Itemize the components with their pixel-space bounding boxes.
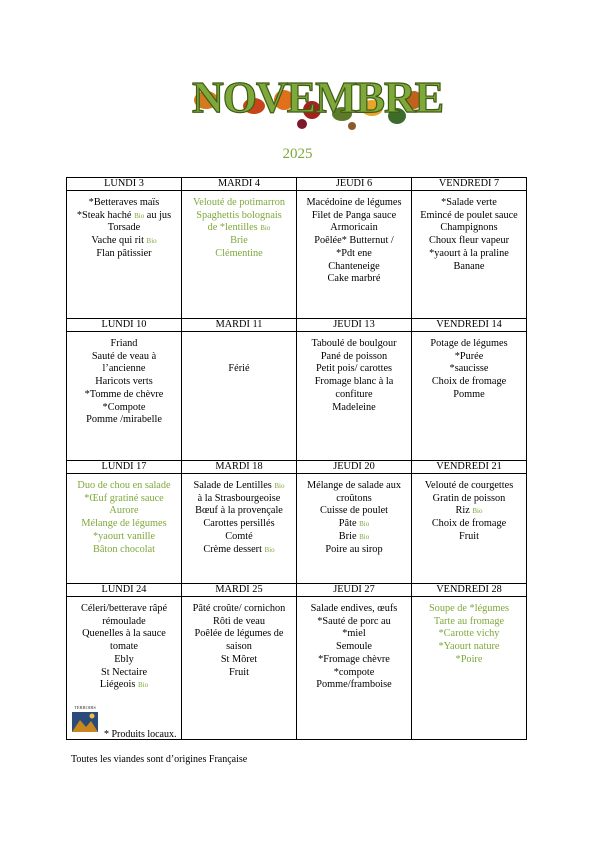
- menu-item-text: *Œuf gratiné sauce: [84, 492, 164, 504]
- day-header: LUNDI 10: [67, 319, 182, 332]
- menu-item: [184, 210, 294, 223]
- menu-item: [184, 544, 294, 557]
- menu-item: [299, 235, 409, 248]
- menu-item-text: Pomme/framboise: [316, 679, 392, 691]
- day-header: MARDI 4: [182, 178, 297, 191]
- local-products-note: * Produits locaux.: [104, 729, 177, 740]
- menu-item-text: Sauté de veau à: [91, 350, 157, 362]
- menu-cell: [297, 597, 412, 740]
- day-header-row: [67, 178, 527, 191]
- menu-item: [69, 363, 179, 376]
- menu-item-text: St Môret: [220, 653, 258, 665]
- menu-item-text: *Betteraves maïs: [88, 197, 160, 208]
- menu-item: [414, 654, 524, 667]
- menu-cell: [412, 597, 527, 740]
- svg-text:TERROIRS: TERROIRS: [74, 705, 96, 710]
- menu-item-text: Semoule: [335, 641, 373, 653]
- day-header-row: [67, 584, 527, 597]
- bio-label: Bio: [134, 211, 145, 220]
- menu-item: [69, 376, 179, 389]
- menu-item-text: l’ancienne: [102, 363, 146, 375]
- menu-item: [184, 338, 294, 351]
- menu-item-text: *Tomme de chèvre: [84, 388, 164, 400]
- menu-item: [69, 616, 179, 629]
- bio-label: Bio: [274, 482, 285, 490]
- menu-item: [414, 493, 524, 506]
- menu-item: [299, 531, 409, 544]
- bio-label: Bio: [359, 532, 370, 541]
- menu-item-text: Armoricain: [330, 222, 378, 234]
- menu-cell: [67, 332, 182, 461]
- menu-item-text: Cake marbré: [327, 273, 381, 285]
- menu-item: [414, 210, 524, 223]
- menu-cell: [182, 191, 297, 319]
- menu-item-text: Pâté croûte/ cornichon: [192, 603, 286, 614]
- menu-item-text: Liégeois: [99, 679, 136, 691]
- menu-item: [414, 480, 524, 493]
- menu-item-text: Choux fleur vapeur: [428, 235, 510, 247]
- menu-cell: [182, 474, 297, 584]
- menu-item-text: Quenelles à la sauce: [82, 628, 166, 640]
- menu-item: [69, 641, 179, 654]
- menu-item-text: *Compote: [102, 401, 146, 413]
- menu-item: [69, 351, 179, 364]
- november-banner: [192, 70, 444, 132]
- menu-item: [299, 603, 409, 616]
- menu-item: [184, 616, 294, 629]
- menu-item: [299, 222, 409, 235]
- menu-item-text: *Salade verte: [441, 197, 497, 208]
- menu-item-text: Gratin de poisson: [432, 492, 506, 504]
- menu-cell: [182, 597, 297, 740]
- menu-row: [67, 474, 527, 584]
- day-header: MARDI 18: [182, 461, 297, 474]
- menu-item-text: Soupe de *légumes: [428, 603, 510, 614]
- menu-item: [299, 261, 409, 274]
- menu-cell: [297, 474, 412, 584]
- menu-row: [67, 191, 527, 319]
- menu-item-text: Duo de chou en salade: [77, 480, 171, 491]
- menu-item-text: *Steak haché: [76, 209, 132, 221]
- menu-item: [299, 544, 409, 557]
- menu-item-text: Spaghettis bolognais: [196, 209, 282, 221]
- menu-item-text: Emincé de poulet sauce: [420, 209, 518, 221]
- day-header: JEUDI 13: [297, 319, 412, 332]
- menu-item: [184, 480, 294, 493]
- menu-item-text: Bâton chocolat: [92, 543, 156, 555]
- menu-item-text: Brie: [338, 530, 357, 542]
- menu-item-text: Velouté de potimarron: [192, 197, 286, 208]
- month-title: NOVEMBRE: [192, 73, 444, 122]
- menu-item-text: Vache qui rit: [91, 235, 144, 247]
- menu-item-text: *compote: [333, 666, 375, 678]
- menu-item-text: *Poire: [455, 653, 483, 665]
- menu-item-text: *saucisse: [449, 363, 489, 375]
- menu-item-text: *Pdt ene: [336, 247, 372, 259]
- bio-label: Bio: [359, 520, 370, 529]
- menu-item-text: à la Strasbourgeoise: [197, 492, 281, 504]
- menu-item: [299, 273, 409, 286]
- menu-item-text: Filet de Panga sauce: [311, 209, 397, 221]
- menu-item-text: Fruit: [228, 666, 250, 678]
- menu-item: [414, 616, 524, 629]
- menu-item: [69, 505, 179, 518]
- bio-label: Bio: [146, 237, 157, 246]
- menu-item-text: *yaourt à la praline: [429, 247, 509, 259]
- menu-cell: [412, 332, 527, 461]
- menu-item-text: Brie: [230, 235, 248, 247]
- menu-item: [414, 261, 524, 274]
- menu-item-text: Pâte: [338, 518, 357, 530]
- bio-label: Bio: [472, 507, 483, 516]
- menu-item-text: *yaourt vanille: [92, 530, 156, 542]
- menu-item: [69, 667, 179, 680]
- menu-item-text: Mélange de légumes: [81, 518, 167, 530]
- menu-item: [414, 248, 524, 261]
- menu-item-text: Salade de Lentilles: [193, 480, 272, 491]
- menu-item: [414, 376, 524, 389]
- menu-table: [66, 177, 527, 740]
- menu-item: [184, 248, 294, 261]
- menu-item-text: Poêlée de légumes de: [194, 628, 284, 640]
- menu-item-text: Poire au sirop: [325, 543, 383, 555]
- menu-item: [184, 667, 294, 680]
- menu-item: [184, 197, 294, 210]
- menu-item-text: Petit pois/ carottes: [315, 363, 393, 375]
- menu-item: [414, 363, 524, 376]
- menu-cell: [67, 191, 182, 319]
- menu-item: [299, 363, 409, 376]
- menu-item: [299, 518, 409, 531]
- day-header: VENDREDI 14: [412, 319, 527, 332]
- menu-item: [299, 667, 409, 680]
- menu-item-text: Comté: [225, 530, 253, 542]
- year-label: 2025: [282, 146, 313, 162]
- menu-item: [69, 628, 179, 641]
- menu-item: [414, 518, 524, 531]
- menu-row: [67, 332, 527, 461]
- menu-item-text: Carottes persillés: [203, 518, 275, 530]
- menu-item: [414, 603, 524, 616]
- menu-item-text: de *lentilles: [207, 222, 258, 234]
- menu-item: [414, 531, 524, 544]
- menu-item: [184, 493, 294, 506]
- day-header: LUNDI 24: [67, 584, 182, 597]
- bio-label: Bio: [264, 545, 275, 554]
- menu-item: [69, 338, 179, 351]
- day-header-row: [67, 461, 527, 474]
- menu-item-text: Velouté de courgettes: [424, 480, 514, 491]
- menu-item-text: confiture: [335, 388, 373, 400]
- day-header: JEUDI 20: [297, 461, 412, 474]
- menu-item-text: tomate: [109, 641, 139, 653]
- menu-item: [184, 363, 294, 376]
- menu-cell: [412, 474, 527, 584]
- day-header: VENDREDI 7: [412, 178, 527, 191]
- menu-item-text: Fruit: [458, 530, 480, 542]
- menu-item: [414, 235, 524, 248]
- menu-item-text: Aurore: [109, 505, 139, 517]
- menu-item: [299, 389, 409, 402]
- menu-item-text: *Carotte vichy: [438, 628, 500, 640]
- menu-item-text: Férié: [228, 363, 250, 375]
- menu-item: [69, 389, 179, 402]
- menu-item: [184, 235, 294, 248]
- menu-item-text: Taboulé de boulgour: [311, 338, 397, 349]
- day-header: LUNDI 3: [67, 178, 182, 191]
- menu-item: [69, 544, 179, 557]
- menu-item-text: Pomme /mirabelle: [86, 414, 162, 426]
- day-header: VENDREDI 21: [412, 461, 527, 474]
- menu-item-text: Clémentine: [215, 247, 263, 259]
- menu-item: [69, 654, 179, 667]
- day-header: JEUDI 6: [297, 178, 412, 191]
- menu-item: [184, 505, 294, 518]
- menu-item-text: Cuisse de poulet: [319, 505, 389, 517]
- menu-item-text: Choix de fromage: [431, 518, 507, 530]
- menu-item: [299, 505, 409, 518]
- menu-item: [414, 505, 524, 518]
- menu-item-text: St Nectaire: [100, 666, 148, 678]
- menu-item-text: Bœuf à la provençale: [195, 505, 283, 517]
- menu-item: [299, 628, 409, 641]
- menu-item-text: croûtons: [336, 492, 372, 504]
- menu-item-text: *miel: [342, 628, 366, 640]
- menu-item: [299, 248, 409, 261]
- menu-item: [414, 389, 524, 402]
- menu-item-text: Mélange de salade aux: [306, 480, 402, 491]
- menu-item-text: Champignons: [440, 222, 498, 234]
- day-header: MARDI 11: [182, 319, 297, 332]
- menu-item: [414, 641, 524, 654]
- menu-item-text: Macédoine de légumes: [306, 197, 402, 208]
- menu-item-text: *Purée: [454, 350, 484, 362]
- menu-item-text: Friand: [110, 338, 138, 349]
- menu-item: [299, 376, 409, 389]
- menu-item: [69, 480, 179, 493]
- menu-item-text: Madeleine: [332, 401, 376, 413]
- menu-item: [69, 248, 179, 261]
- menu-item-text: Tarte au fromage: [433, 615, 505, 627]
- menu-item-text: Salade endives, œufs: [310, 603, 398, 614]
- menu-item: [69, 603, 179, 616]
- menu-item: [69, 197, 179, 210]
- terroirs-logo: [70, 703, 100, 735]
- menu-item: [184, 518, 294, 531]
- menu-item: [184, 628, 294, 641]
- menu-item: [299, 679, 409, 692]
- menu-item: [184, 351, 294, 364]
- menu-row: [67, 597, 527, 740]
- menu-item: [299, 351, 409, 364]
- menu-item: [299, 480, 409, 493]
- menu-item-text: Banane: [453, 260, 485, 272]
- menu-item-text: Potage de légumes: [430, 338, 508, 349]
- menu-item: [69, 531, 179, 544]
- menu-item: [299, 654, 409, 667]
- menu-item-text: Riz: [455, 505, 470, 517]
- menu-item-text: Flan pâtissier: [96, 247, 152, 259]
- menu-item-text: Fromage blanc à la: [314, 376, 394, 388]
- menu-item-text: saison: [226, 641, 252, 653]
- menu-item: [69, 518, 179, 531]
- menu-item: [69, 414, 179, 427]
- meat-origin-note: Toutes les viandes sont d’origines Française: [71, 754, 248, 765]
- menu-cell: [297, 191, 412, 319]
- menu-item: [69, 402, 179, 415]
- menu-item: [69, 235, 179, 248]
- day-header: LUNDI 17: [67, 461, 182, 474]
- bio-label: Bio: [260, 224, 271, 233]
- menu-item-text: Rôti de veau: [212, 615, 266, 627]
- menu-item-text: Haricots verts: [95, 376, 153, 388]
- menu-item: [414, 338, 524, 351]
- menu-item-text: Pané de poisson: [320, 350, 388, 362]
- menu-cell: [412, 191, 527, 319]
- menu-item: [299, 616, 409, 629]
- menu-item: [184, 654, 294, 667]
- menu-item-text: Céleri/betterave râpé: [80, 603, 168, 614]
- day-header: JEUDI 27: [297, 584, 412, 597]
- menu-item: [299, 338, 409, 351]
- menu-cell: [297, 332, 412, 461]
- menu-item-text: Poêlée* Butternut /: [314, 235, 394, 247]
- menu-item: [299, 197, 409, 210]
- menu-item-text: Choix de fromage: [431, 376, 507, 388]
- menu-item: [414, 222, 524, 235]
- menu-item-text-cont: au jus: [146, 209, 172, 221]
- menu-cell: [182, 332, 297, 461]
- bio-label: Bio: [137, 681, 149, 690]
- menu-item-text: Crème dessert: [203, 543, 262, 555]
- menu-item-text: Chanteneige: [328, 260, 380, 272]
- menu-item: [69, 493, 179, 506]
- menu-item-text: *Sauté de porc au: [317, 615, 391, 627]
- menu-item: [184, 641, 294, 654]
- menu-item: [69, 210, 179, 223]
- menu-item-text: Pomme: [453, 388, 485, 400]
- menu-item: [299, 493, 409, 506]
- menu-item-text: Torsade: [107, 222, 141, 234]
- menu-item: [299, 210, 409, 223]
- menu-item-text: Ebly: [114, 653, 134, 665]
- menu-item-text: rémoulade: [102, 615, 146, 627]
- menu-item: [69, 222, 179, 235]
- menu-item: [184, 222, 294, 235]
- menu-item: [69, 679, 179, 692]
- menu-item: [299, 641, 409, 654]
- day-header: VENDREDI 28: [412, 584, 527, 597]
- day-header: MARDI 25: [182, 584, 297, 597]
- menu-item: [184, 531, 294, 544]
- menu-item-text: *Fromage chèvre: [318, 653, 390, 665]
- menu-item: [299, 402, 409, 415]
- menu-item: [414, 351, 524, 364]
- day-header-row: [67, 319, 527, 332]
- menu-item: [414, 628, 524, 641]
- menu-cell: [67, 474, 182, 584]
- menu-item: [184, 603, 294, 616]
- menu-item: [414, 197, 524, 210]
- menu-item-text: *Yaourt nature: [438, 641, 500, 653]
